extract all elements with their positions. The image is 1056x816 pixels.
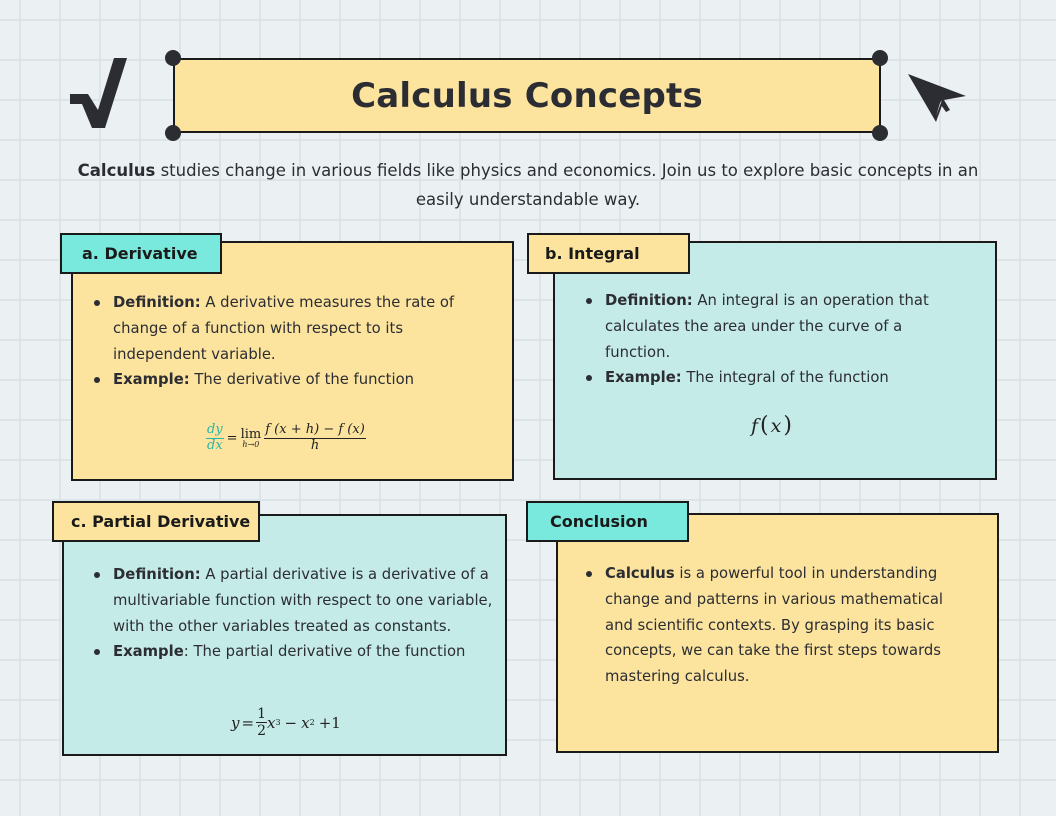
list-item — [585, 561, 975, 690]
derivative-list — [93, 290, 483, 393]
item-text: A derivative measures the rate of change of a function with respect to its independent variable. — [113, 294, 455, 363]
item-text: : The partial derivative of the function — [183, 643, 466, 661]
equals-sign: = — [226, 430, 238, 446]
tab-integral — [527, 233, 690, 274]
square-root-icon — [66, 52, 128, 132]
difference-quotient — [264, 423, 366, 454]
tab-label: a. Derivative — [82, 244, 198, 263]
minus-sign: − — [284, 713, 298, 732]
item-label: Definition: — [605, 292, 693, 309]
open-paren: ( — [760, 413, 769, 438]
fraction-denominator: h — [310, 437, 320, 453]
fraction-numerator: f (x + h) − f (x) — [265, 422, 365, 437]
variable-y: y — [231, 713, 240, 732]
tab-partial-derivative — [52, 501, 260, 542]
page-title: Calculus Concepts — [351, 75, 703, 116]
tab-conclusion — [526, 501, 689, 542]
function-symbol: f — [751, 415, 759, 437]
partial-derivative-list — [93, 562, 493, 665]
integral-formula — [751, 413, 792, 438]
integral-card — [553, 241, 997, 480]
variable-x: x — [266, 713, 276, 732]
list-item — [585, 365, 965, 391]
variable-x: x — [301, 713, 310, 732]
item-label: Calculus — [605, 565, 675, 582]
dy-dx-fraction — [206, 423, 224, 454]
item-label: Definition: — [113, 294, 201, 311]
list-item — [93, 639, 493, 665]
selection-handle-top-right — [872, 50, 888, 66]
tab-derivative — [60, 233, 222, 274]
intro-bold: Calculus — [77, 161, 156, 180]
list-item — [93, 367, 483, 393]
tab-label: Conclusion — [550, 512, 648, 531]
item-text: is a powerful tool in understanding change and patterns in various mathematical and scientific contexts. By grasping its basic concepts, we can take the first steps towards mastering calculus. — [605, 565, 944, 686]
item-label: Example — [113, 643, 184, 661]
list-item — [93, 290, 483, 367]
integral-list — [585, 288, 965, 391]
selection-handle-bottom-right — [872, 125, 888, 141]
exponent: 2 — [309, 718, 315, 728]
item-text: An integral is an operation that calculates the area under the curve of a function. — [605, 292, 929, 361]
fraction-denominator: 2 — [257, 723, 266, 740]
list-item — [585, 288, 965, 365]
one-half-fraction — [256, 706, 267, 739]
fraction-numerator: 1 — [257, 706, 266, 722]
equals-sign: = — [241, 713, 255, 732]
list-item — [93, 562, 493, 639]
item-label: Example: — [113, 371, 190, 389]
conclusion-card — [556, 513, 999, 753]
constant-term: +1 — [318, 713, 341, 732]
exponent: 3 — [275, 718, 281, 728]
paper-plane-icon — [906, 70, 968, 124]
selection-handle-bottom-left — [165, 125, 181, 141]
item-text: The integral of the function — [681, 369, 889, 387]
intro-paragraph — [60, 156, 996, 214]
partial-derivative-formula — [231, 706, 341, 739]
selection-handle-top-left — [165, 50, 181, 66]
variable-x: x — [770, 415, 782, 437]
limit — [241, 428, 262, 449]
limit-text: lim — [240, 426, 262, 442]
item-text: A partial derivative is a derivative of a multivariable function with respect to one variable, with the other variables treated as constants. — [113, 566, 493, 635]
title-banner — [173, 58, 881, 133]
partial-derivative-card — [62, 514, 507, 756]
conclusion-list — [585, 561, 975, 690]
tab-label: c. Partial Derivative — [71, 512, 251, 531]
derivative-card — [71, 241, 514, 481]
item-label: Example: — [605, 369, 682, 387]
intro-text: studies change in various fields like physics and economics. Join us to explore basic concepts in an easily understandable way. — [155, 161, 979, 209]
item-text: The derivative of the function — [189, 371, 415, 389]
limit-subscript: h→0 — [242, 439, 260, 449]
fraction-denominator: dx — [207, 437, 223, 453]
item-label: Definition: — [113, 566, 201, 583]
close-paren: ) — [783, 413, 792, 438]
fraction-numerator: dy — [207, 422, 223, 437]
tab-label: b. Integral — [545, 244, 640, 263]
derivative-formula — [206, 423, 366, 454]
